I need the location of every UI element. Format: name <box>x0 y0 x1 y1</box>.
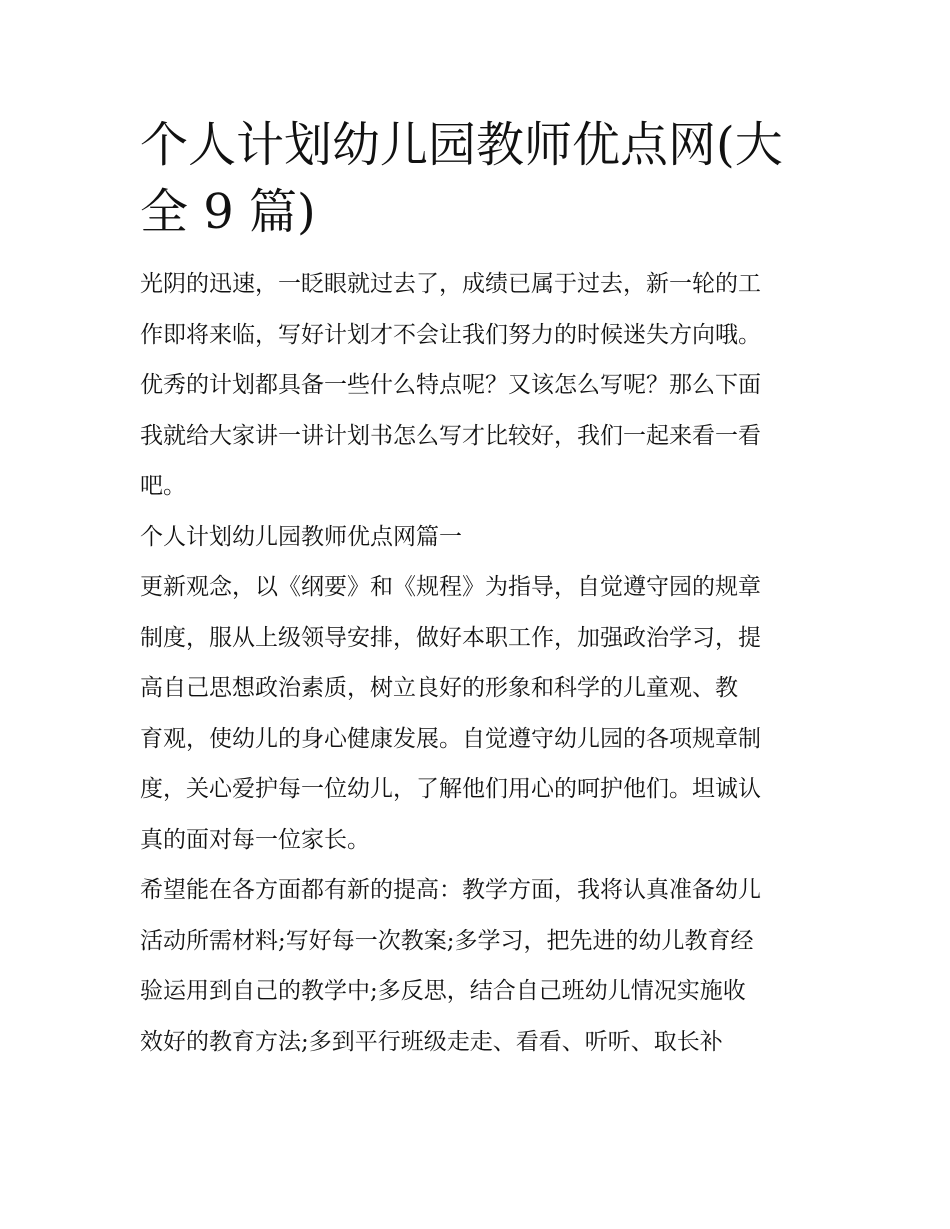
document-content <box>140 112 815 1067</box>
document-title <box>140 112 815 246</box>
body-line-3: 优秀的计划都具备一些什么特点呢？又该怎么写呢？那么下面 <box>140 372 761 398</box>
body-line-15: 验运用到自己的教学中;多反思，结合自己班幼儿情况实施收 <box>140 978 746 1004</box>
body-line-10: 育观，使幼儿的身心健康发展。自觉遵守幼儿园的各项规章制 <box>140 725 761 752</box>
title-line-2: 全 9 篇) <box>140 184 316 240</box>
body-line-2: 作即将来临，写好计划才不会让我们努力的时候迷失方向哦。 <box>140 321 761 348</box>
body-line-16: 效好的教育方法;多到平行班级走走、看看、听听、取长补 <box>140 1028 723 1055</box>
section-heading-1: 个人计划幼儿园教师优点网篇一 <box>140 523 462 550</box>
document-body <box>140 259 815 1067</box>
body-line-4: 我就给大家讲一讲计划书怎么写才比较好，我们一起来看一看 <box>140 422 761 449</box>
body-line-11: 度，关心爱护每一位幼儿，了解他们用心的呵护他们。坦诚认 <box>140 776 761 802</box>
body-line-1: 光阴的迅速，一眨眼就过去了，成绩已属于过去，新一轮的工 <box>140 271 761 297</box>
body-line-14: 活动所需材料;写好每一次教案;多学习，把先进的幼儿教育经 <box>140 927 754 954</box>
body-line-12: 真的面对每一位家长。 <box>140 826 370 853</box>
body-line-8: 制度，服从上级领导安排，做好本职工作，加强政治学习，提 <box>140 624 761 651</box>
body-line-5: 吧。 <box>140 473 186 499</box>
title-line-1: 个人计划幼儿园教师优点网(大 <box>140 117 783 173</box>
body-line-9: 高自己思想政治素质，树立良好的形象和科学的儿童观、教 <box>140 675 738 701</box>
body-line-13: 希望能在各方面都有新的提高：教学方面，我将认真准备幼儿 <box>140 877 761 903</box>
body-line-7: 更新观念，以《纲要》和《规程》为指导，自觉遵守园的规章 <box>140 574 761 600</box>
